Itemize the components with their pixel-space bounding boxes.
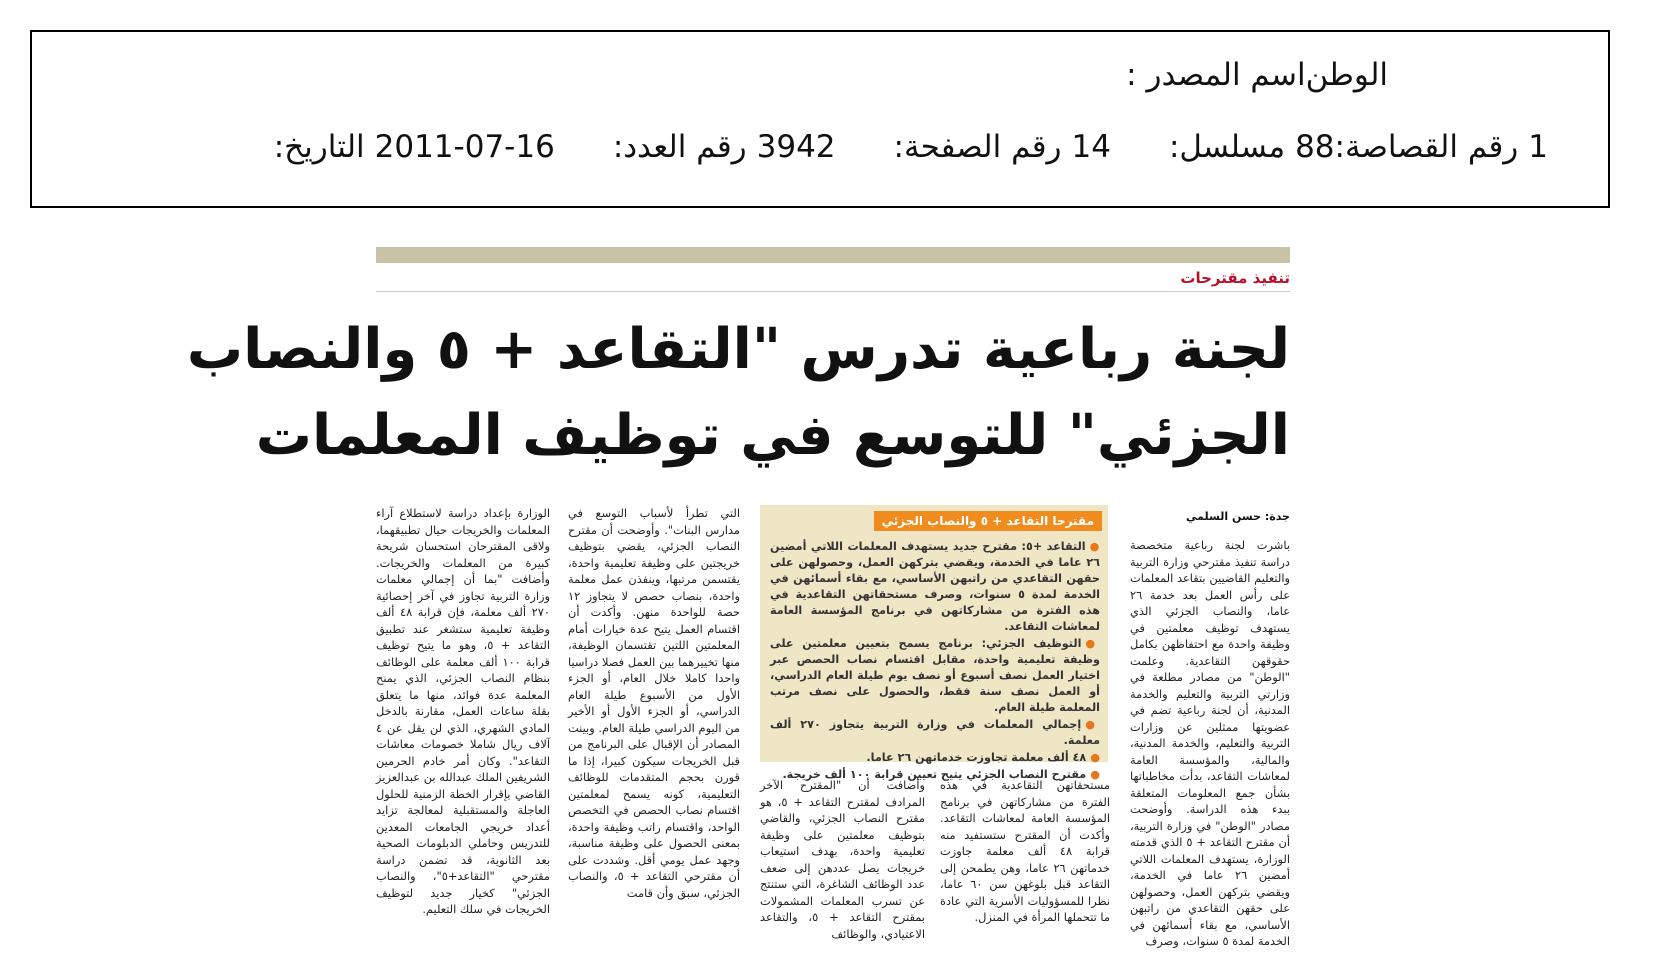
header-band <box>376 247 1290 263</box>
bullet-icon: ● <box>1085 718 1101 731</box>
sidebar-title: مقترحا التقاعد + ٥ والنصاب الجزئي <box>874 511 1102 531</box>
issue-value: 3942 <box>756 129 836 165</box>
source-metadata-box <box>30 30 1610 208</box>
facts-sidebar <box>760 505 1108 781</box>
article-column-2: مستحقاتهن التقاعدية في هذه الفترة من مشاركاتهن في برنامج المؤسسة العامة لمعاشات التقاعد. وأكدت أن المقترح ستستفيد منه قرابة ٤٨ ألف معلمة جاوزت خدماتهن ٢٦ عاما، وهن يطمحن إلى التقاعد قبل بلوغهن سن ٦٠ عاما، نظرا للمسؤوليات الأسرية التي عادة ما تتحملها المرأة في المنزل. <box>940 778 1110 924</box>
byline: جدة: حسن السلمي <box>1186 510 1290 523</box>
newspaper-clipping <box>186 247 1290 948</box>
sidebar-item: ●إجمالي المعلمات في وزارة التربية يتجاوز ٢٧٠ ألف معلمة. <box>770 718 1101 747</box>
sidebar-item: ●٤٨ ألف معلمة تجاوزت خدماتهن ٢٦ عاما. <box>866 751 1100 764</box>
source-row <box>1126 57 1548 93</box>
bullet-icon: ● <box>1090 768 1100 781</box>
divider <box>376 291 1290 292</box>
issue-label: رقم العدد: <box>612 129 747 165</box>
bullet-icon: ● <box>1085 637 1101 650</box>
headline-line-2: الجزئي" للتوسع في توظيف المعلمات <box>255 403 1290 468</box>
details-row <box>216 129 1548 165</box>
sidebar-item: ●مقترح النصاب الجزئي يتيح تعيين قرابة ١٠٠ ألف خريجة. <box>782 768 1100 781</box>
headline-line-1: لجنة رباعية تدرس "التقاعد + ٥ والنصاب <box>186 317 1290 382</box>
serial-label: مسلسل: <box>1168 129 1286 165</box>
serial-value: 88 <box>1295 129 1335 165</box>
issue-field <box>613 129 836 165</box>
page-label: رقم الصفحة: <box>893 129 1062 165</box>
page-value: 14 <box>1071 129 1111 165</box>
sidebar-list <box>770 539 1100 784</box>
article-column-3: وأضافت أن "المقترح الآخر المرادف لمقترح التقاعد + ٥، هو مقترح النصاب الجزئي، والقاضي بتوظيف معلمتين على وظيفة تعليمية واحدة، بهدف استيعاب خريجات يصل عددهن إلى ضعف عدد الوظائف الشاغرة، التي ستنتج عن تسرب المعلمات المشمولات بمقترح التقاعد + ٥، والتقاعد الاعتيادي، والوظائف <box>760 778 925 941</box>
date-label: التاريخ: <box>273 129 365 165</box>
article-column-5: الوزارة بإعداد دراسة لاستطلاع آراء المعلمات والخريجات حيال تطبيقهما، ولاقى المقترحان استحسان شريحة كبيرة من المعلمات والخريجات. وأضافت "بما أن إجمالي معلمات وزارة التربية تجاوز في آخر إحصائية ٢٧٠ ألف معلمة، فإن قرابة ٤٨ ألف وظيفة تعليمية ستشغر عند تطبيق التقاعد + ٥، وهو ما يتيح توظيف قرابة ١٠٠ ألف معلمة على الوظائف بنظام النصاب الجزئي، الذي يمنح المعلمة عدة فوائد، منها ما يتعلق بقلة ساعات العمل، مقارنة بالدخل المادي الشهري، الذي لن يقل عن ٤ آلاف ريال شاملا خصومات معاشات التقاعد". وكان أمر خادم الحرمين الشريفين الملك عبدالله بن عبدالعزيز القاضي بإقرار الخطة الزمنية للحلول العاجلة والمستقبلية لمعالجة تزايد أعداد خريجي الجامعات المعدين للتدريس وحاملي الدبلومات الصحية بعد الثانوية، قد تضمن دراسة مقترحي "التقاعد+٥"، والنصاب الجزئي" كخيار جديد لتوظيف الخريجات في سلك التعليم. <box>376 506 551 916</box>
date-value: 2011-07-16 <box>374 129 555 165</box>
section-kicker: تنفيذ مقترحات <box>1180 269 1290 287</box>
article-headline <box>186 307 1290 479</box>
bullet-icon: ● <box>1089 540 1100 553</box>
clip-field <box>1335 129 1548 165</box>
clip-label: رقم القصاصة: <box>1334 129 1519 165</box>
clip-value: 1 <box>1528 129 1548 165</box>
serial-field <box>1169 129 1335 165</box>
sidebar-item: ●التوظيف الجزئي: برنامج يسمح بتعيين معلمتين على وظيفة تعليمية واحدة، مقابل اقتسام نصاب الحصص عبر اختيار العمل نصف أسبوع أو نصف يوم طيلة العام الدراسي، أو العمل نصف سنة فقط، والحصول على نصف مرتب المعلمة طيلة العام. <box>770 637 1101 714</box>
page-field <box>894 129 1111 165</box>
source-label: اسم المصدر : <box>1126 57 1306 93</box>
article-column-1: باشرت لجنة رباعية متخصصة دراسة تنفيذ مقترحي وزارة التربية والتعليم القاضيين بتقاعد المعلمات على رأس العمل بعد خدمة ٢٦ عاما، والنصاب الجزئي الذي يستهدف توظيف معلمتين في وظيفة واحدة مع احتفاظهن بكامل حقوقهن التقاعدية. وعلمت "الوطن" من مصادر مطلعة في وزارتي التربية والتعليم والخدمة المدنية، أن لجنة رباعية تضم في عضويتها ممثلين عن وزارات التربية والتعليم، والخدمة المدنية، والمالية، والمؤسسة العامة لمعاشات التقاعد، بدأت مخاطباتها بشأن جمع المعلومات المتعلقة ببدء هذه الدراسة. وأوضحت مصادر "الوطن" في وزارة التربية، أن مقترح التقاعد + ٥ الذي قدمته الوزارة، يستهدف المعلمات اللاتي أمضين ٢٦ عاما في الخدمة، ويقضي بتركهن العمل، وحصولهن على حقهن التقاعدي من راتبهن الأساسي، مع بقاء أسمائهن في الخدمة لمدة ٥ سنوات، وصرف <box>1130 538 1290 948</box>
sidebar-item: ●التقاعد +٥: مقترح جديد يستهدف المعلمات اللاتي أمضين ٢٦ عاما في الخدمة، ويقضي بتركهن العمل، وحصولهن على حقهن التقاعدي من راتبهن الأساسي، مع بقاء أسمائهن في الخدمة لمدة ٥ سنوات، وصرف مستحقاتهن التقاعدية في هذه الفترة من مشاركاتهن في برنامج المؤسسة العامة لمعاشات التقاعد. <box>770 540 1100 633</box>
source-value: الوطن <box>1305 57 1388 93</box>
bullet-icon: ● <box>1090 751 1100 764</box>
article-column-4: التي تطرأ لأسباب التوسع في مدارس البنات". وأوضحت أن مقترح النصاب الجزئي، يقضي بتوظيف خريجتين على وظيفة تعليمية واحدة، يقتسمن مرتبها، وينفذن عمل معلمة واحدة، بنصاب حصص لا يتجاوز ١٢ حصة للواحدة منهن. وأكدت أن اقتسام العمل يتيح عدة خيارات أمام المعلمتين اللتين تقتسمان الوظيفة، منها تخييرهما بين العمل فصلا دراسيا واحدا كاملا خلال العام، أو الجزء الأول من الأسبوع طيلة العام الدراسي، أو الجزء الأول أو الأخير من اليوم الدراسي طيلة العام. وبينت المصادر أن الإقبال على البرنامج من قبل الخريجات سيكون كبيرا، إذا ما قورن بحجم المتقدمات للوظائف التعليمية، كونه يسمح لمعلمتين اقتسام نصاب الحصص في التخصص الواحد، واقتسام راتب وظيفة واحدة، بمعنى الحصول على وظيفة مناسبة، وجهد عمل يومي أقل. وشددت على أن مقترحي التقاعد + ٥، والنصاب الجزئي، سبق وأن قامت <box>568 506 740 900</box>
date-field <box>274 129 555 165</box>
